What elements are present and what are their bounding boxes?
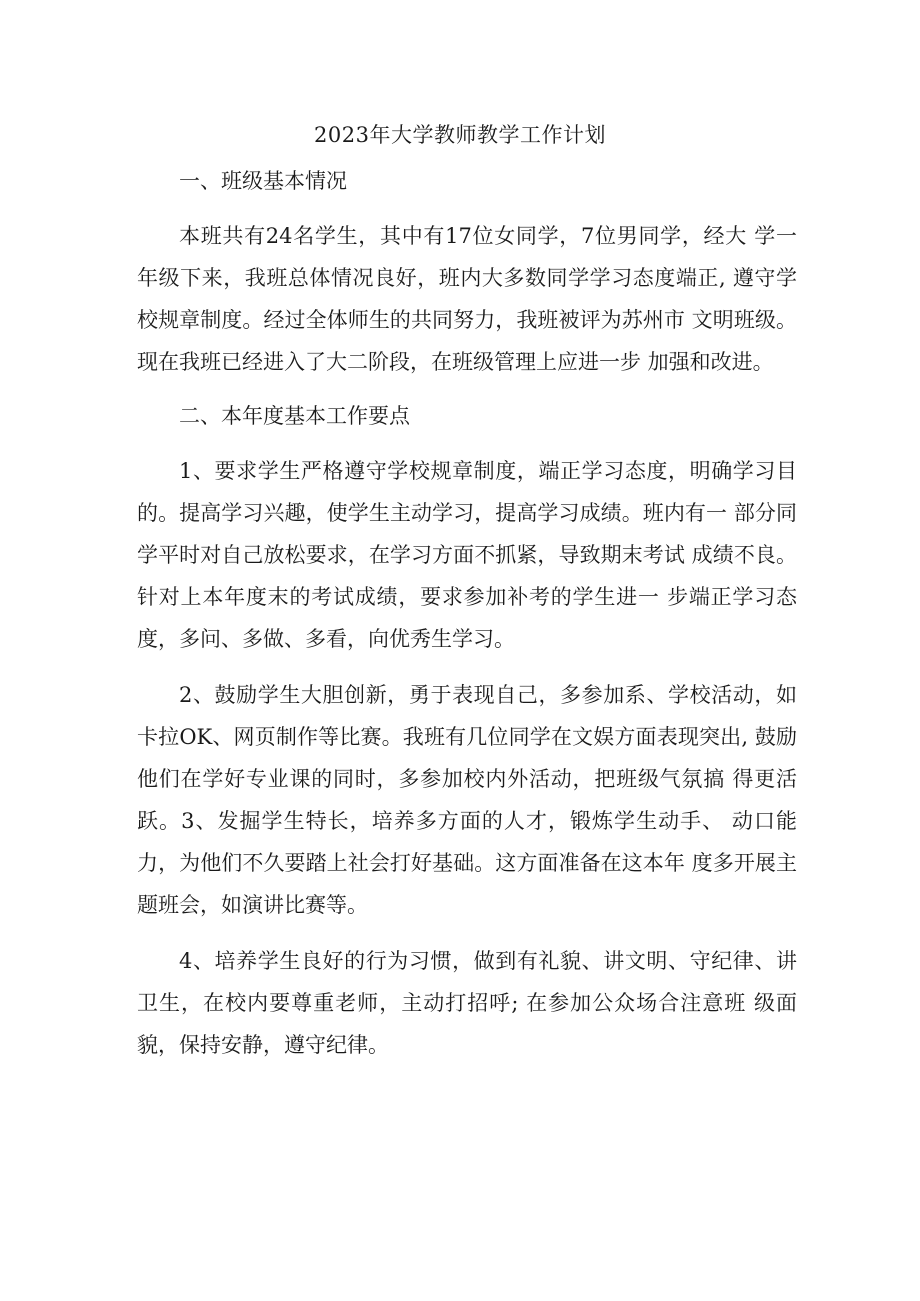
paragraph-basic-info: 本班共有24名学生，其中有17位女同学，7位男同学，经大 学一年级下来，我班总体情况良好，班内大多数同学学习态度端正, 遵守学校规章制度。经过全体师生的共同努力，我班被评为苏州市 文明班级。现在我班已经进入了大二阶段，在班级管理上应进一步 加强和改进。 bbox=[137, 224, 797, 374]
work-point-item-4: 4、培养学生良好的行为习惯，做到有礼貌、讲文明、守纪律、讲卫生，在校内要尊重老师，主动打招呼; 在参加公众场合注意班 级面貌，保持安静，遵守纪律。 bbox=[137, 949, 797, 1057]
section-heading-basic-info: 一、班级基本情况 bbox=[179, 169, 347, 193]
document-title: 2023年大学教师教学工作计划 bbox=[314, 123, 606, 147]
work-point-item-2: 2、鼓励学生大胆创新，勇于表现自己，多参加系、学校活动，如卡拉OK、网页制作等比赛。我班有几位同学在文娱方面表现突出, 鼓励他们在学好专业课的同时，多参加校内外活动，把班级气氛搞 得更活跃。3、发掘学生特长，培养多方面的人才，锻炼学生动手、 动口能力，为他们不久要踏上社会打好基础。这方面准备在这本年 度多开展主题班会，如演讲比赛等。 bbox=[137, 683, 797, 917]
document-body bbox=[137, 164, 797, 1080]
work-point-item-1: 1、要求学生严格遵守学校规章制度，端正学习态度，明确学习目的。提高学习兴趣，使学生主动学习，提高学习成绩。班内有一 部分同学平时对自己放松要求，在学习方面不抓紧，导致期末考试 成绩不良。针对上本年度末的考试成绩，要求参加补考的学生进一 步端正学习态度，多问、多做、多看，向优秀生学习。 bbox=[137, 459, 797, 651]
section-heading-work-points: 二、本年度基本工作要点 bbox=[179, 404, 410, 428]
